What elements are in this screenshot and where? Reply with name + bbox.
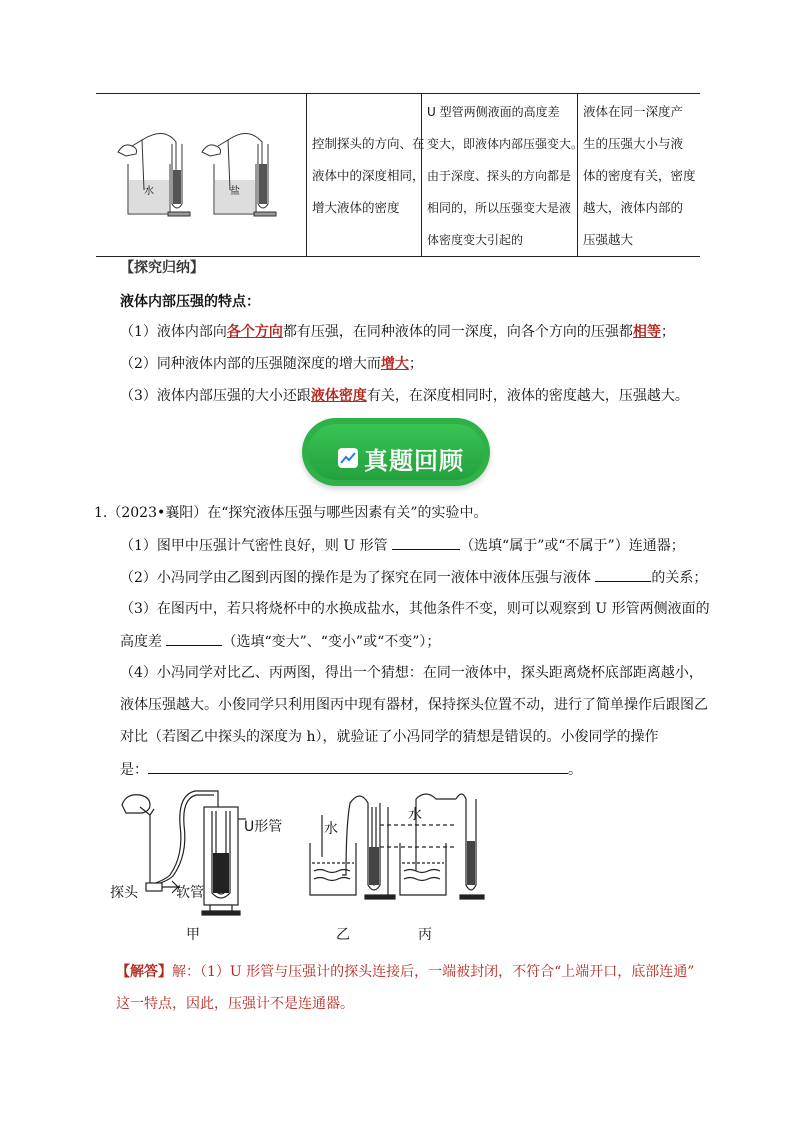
table-divider xyxy=(577,94,578,256)
cell-line: 增大液体的密度 xyxy=(312,200,400,215)
summary-subheading: 液体内部压强的特点： xyxy=(120,294,260,310)
blank-line xyxy=(148,759,568,774)
experiment-table xyxy=(96,93,700,257)
text: 高度差 xyxy=(120,634,167,650)
label-water-yi: 水 xyxy=(324,821,338,837)
cell-line: 液体在同一深度产 xyxy=(583,104,684,119)
text: （1）图甲中压强计气密性良好，则 U 形管 xyxy=(120,538,393,554)
answer-text: 液体密度 xyxy=(310,388,367,404)
question-part-4-line4 xyxy=(120,759,582,780)
answer-text: 各个方向 xyxy=(226,324,283,340)
table-divider xyxy=(306,94,307,256)
text: 有关，在深度相同时，液体的密度越大，压强越大。 xyxy=(366,388,689,404)
cell-line: 体密度变大引起的 xyxy=(427,233,524,247)
text: ； xyxy=(408,356,423,372)
summary-item-2 xyxy=(120,354,423,374)
answer-line-2: 这一特点，因此，压强计不是连通器。 xyxy=(116,996,354,1012)
blank-line xyxy=(595,567,651,582)
answer-text: 相等 xyxy=(632,324,661,340)
cell-line: 液体中的深度相同， xyxy=(312,168,425,183)
experiment-figure xyxy=(114,132,294,222)
table-cell-conclusion xyxy=(583,96,699,256)
label-probe: 探头 xyxy=(110,885,138,901)
label-hose: 软管 xyxy=(176,885,204,901)
answer-tag: 【解答】 xyxy=(116,964,172,980)
cell-line: 控制探头的方向、在 xyxy=(312,136,425,151)
cell-line: 相同的，所以压强变大是液 xyxy=(427,201,572,215)
caption-bing: 丙 xyxy=(418,927,432,943)
cell-line: 生的压强大小与液 xyxy=(583,136,684,151)
question-part-4-line3: 对比（若图乙中探头的深度为 h），就验证了小冯同学的猜想是错误的。小俊同学的操作 xyxy=(120,729,659,745)
question-part-4-line1: （4）小冯同学对比乙、丙两图，得出一个猜想：在同一液体中，探头距离烧杯底部距离越小， xyxy=(120,665,703,681)
badge-text: 真题回顾 xyxy=(364,447,464,475)
text: （1）液体内部向 xyxy=(120,324,227,340)
answer-text: 解：（1）U 形管与压强计的探头连接后，一端被封闭，不符合“上端开口，底部连通” xyxy=(172,964,695,980)
caption-jia: 甲 xyxy=(186,927,200,943)
badge-inner xyxy=(308,424,484,480)
cell-line: 变大，即液体内部压强变大。 xyxy=(427,137,584,151)
question-stem: 1.（2023•襄阳）在“探究液体压强与哪些因素有关”的实验中。 xyxy=(94,505,488,521)
summary-item-3 xyxy=(120,386,689,406)
cell-line: 由于深度、探头的方向都是 xyxy=(427,169,572,183)
label-water-bing: 水 xyxy=(408,807,422,823)
question-part-4-line2: 液体压强越大。小俊同学只利用图丙中现有器材，保持探头位置不动，进行了简单操作后跟图乙 xyxy=(120,697,708,713)
cell-line: 压强越大 xyxy=(583,232,634,247)
question-part-3-line2 xyxy=(120,631,440,652)
text: ； xyxy=(660,324,675,340)
chart-icon xyxy=(338,448,358,468)
caption-yi: 乙 xyxy=(336,927,350,943)
text: （2）小冯同学由乙图到丙图的操作是为了探究在同一液体中液体压强与液体 xyxy=(120,570,596,586)
table-cell-operation xyxy=(312,128,425,224)
fig-label-salt: 盐 xyxy=(230,186,240,197)
text: 。 xyxy=(568,762,582,778)
cell-line: 体的密度有关，密度 xyxy=(583,168,696,183)
fig-label-water: 水 xyxy=(144,186,154,197)
question-part-1 xyxy=(120,535,685,556)
blank-line xyxy=(166,631,222,646)
pressure-gauge-figure xyxy=(110,785,490,945)
text: 都有压强，在同种液体的同一深度，向各个方向的压强都 xyxy=(282,324,633,340)
text: 的关系； xyxy=(651,570,708,586)
text: （3）液体内部压强的大小还跟 xyxy=(120,388,311,404)
cell-line: U 型管两侧液面的高度差 xyxy=(427,105,560,119)
answer-line-1 xyxy=(116,962,694,982)
section-badge xyxy=(302,418,490,486)
text: （选填“属于”或“不属于”）连通器； xyxy=(460,538,685,554)
answer-text: 增大 xyxy=(380,356,409,372)
text: 是： xyxy=(120,762,148,778)
question-part-3-line1: （3）在图丙中，若只将烧杯中的水换成盐水，其他条件不变，则可以观察到 U 形管两侧液面的 xyxy=(120,601,710,617)
label-u-tube: U形管 xyxy=(244,819,283,835)
table-cell-phenomenon xyxy=(427,96,584,256)
text: （选填“变大”、“变小”或“不变”）； xyxy=(222,634,441,650)
question-part-2 xyxy=(120,567,707,588)
text: （2）同种液体内部的压强随深度的增大而 xyxy=(120,356,381,372)
summary-heading: 【探究归纳】 xyxy=(120,260,204,276)
cell-line: 越大，液体内部的 xyxy=(583,200,684,215)
blank-line xyxy=(392,535,460,550)
summary-item-1 xyxy=(120,322,675,342)
